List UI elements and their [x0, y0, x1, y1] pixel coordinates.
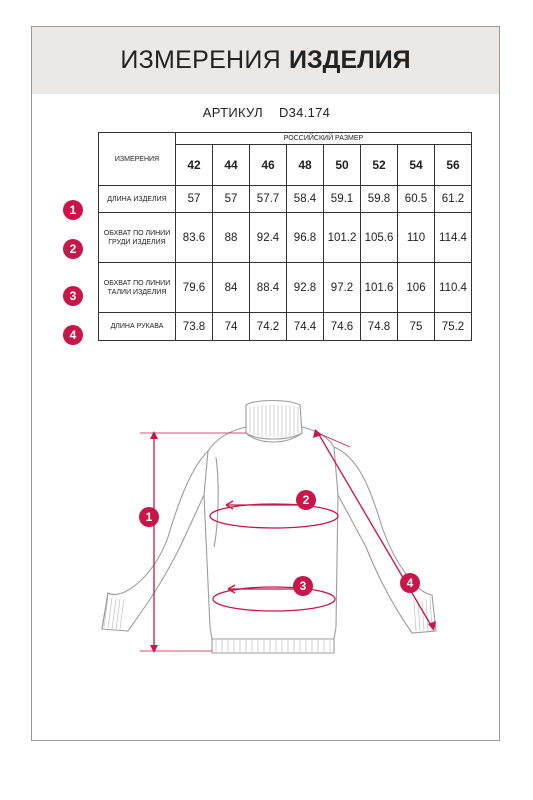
row-label: ОБХВАТ ПО ЛИНИИ ГРУДИ ИЗДЕЛИЯ	[99, 213, 176, 263]
diagram-marker-4: 4	[400, 573, 420, 593]
size-header: 50	[324, 145, 361, 186]
table-cell: 57.7	[250, 186, 287, 213]
diagram-marker-1: 1	[139, 507, 159, 527]
table-cell: 59.1	[324, 186, 361, 213]
table-cell: 74.6	[324, 313, 361, 341]
row-badge: 2	[63, 239, 83, 259]
article-label: АРТИКУЛ	[202, 105, 264, 120]
table-cell: 83.6	[176, 213, 213, 263]
size-header: 54	[398, 145, 435, 186]
table-cell: 101.2	[324, 213, 361, 263]
table-cell: 60.5	[398, 186, 435, 213]
table-cell: 74.2	[250, 313, 287, 341]
table-cell: 114.4	[435, 213, 472, 263]
waist-ellipse	[213, 585, 335, 611]
measurement-card	[31, 26, 500, 741]
diagram-marker-3: 3	[293, 576, 313, 596]
table-cell: 61.2	[435, 186, 472, 213]
chest-ellipse	[210, 501, 338, 528]
table-cell: 75	[398, 313, 435, 341]
size-header: 56	[435, 145, 472, 186]
row-badge: 4	[63, 325, 83, 345]
table-cell: 74.8	[361, 313, 398, 341]
measurements-header: ИЗМЕРЕНИЯ	[99, 133, 176, 186]
article-code: D34.174	[278, 105, 331, 120]
table-cell: 74	[213, 313, 250, 341]
row-label: ДЛИНА ИЗДЕЛИЯ	[99, 186, 176, 213]
size-header: 44	[213, 145, 250, 186]
size-header: 48	[287, 145, 324, 186]
diagram-marker-2: 2	[296, 490, 316, 510]
sleeve-arrow	[313, 429, 436, 631]
table-cell: 97.2	[324, 263, 361, 313]
table-cell: 106	[398, 263, 435, 313]
table-cell: 101.6	[361, 263, 398, 313]
table-cell: 73.8	[176, 313, 213, 341]
sweater-diagram	[32, 27, 501, 742]
table-cell: 74.4	[287, 313, 324, 341]
table-cell: 84	[213, 263, 250, 313]
row-badge: 1	[63, 200, 83, 220]
size-caption: РОССИЙСКИЙ РАЗМЕР	[176, 133, 472, 145]
title-bold: ИЗДЕЛИЯ	[289, 46, 411, 74]
title-thin: ИЗМЕРЕНИЯ	[120, 46, 282, 74]
table-cell: 92.4	[250, 213, 287, 263]
table-cell: 58.4	[287, 186, 324, 213]
table-cell: 88.4	[250, 263, 287, 313]
table-cell: 88	[213, 213, 250, 263]
table-cell: 79.6	[176, 263, 213, 313]
table-cell: 57	[213, 186, 250, 213]
row-label: ДЛИНА РУКАВА	[99, 313, 176, 341]
row-label: ОБХВАТ ПО ЛИНИИ ТАЛИИ ИЗДЕЛИЯ	[99, 263, 176, 313]
table-cell: 57	[176, 186, 213, 213]
size-header: 46	[250, 145, 287, 186]
table-cell: 110.4	[435, 263, 472, 313]
table-cell: 96.8	[287, 213, 324, 263]
table-cell: 75.2	[435, 313, 472, 341]
table-cell: 59.8	[361, 186, 398, 213]
row-badge: 3	[63, 286, 83, 306]
length-arrow	[140, 431, 246, 653]
table-cell: 92.8	[287, 263, 324, 313]
table-cell: 110	[398, 213, 435, 263]
size-header: 52	[361, 145, 398, 186]
size-header: 42	[176, 145, 213, 186]
table-cell: 105.6	[361, 213, 398, 263]
